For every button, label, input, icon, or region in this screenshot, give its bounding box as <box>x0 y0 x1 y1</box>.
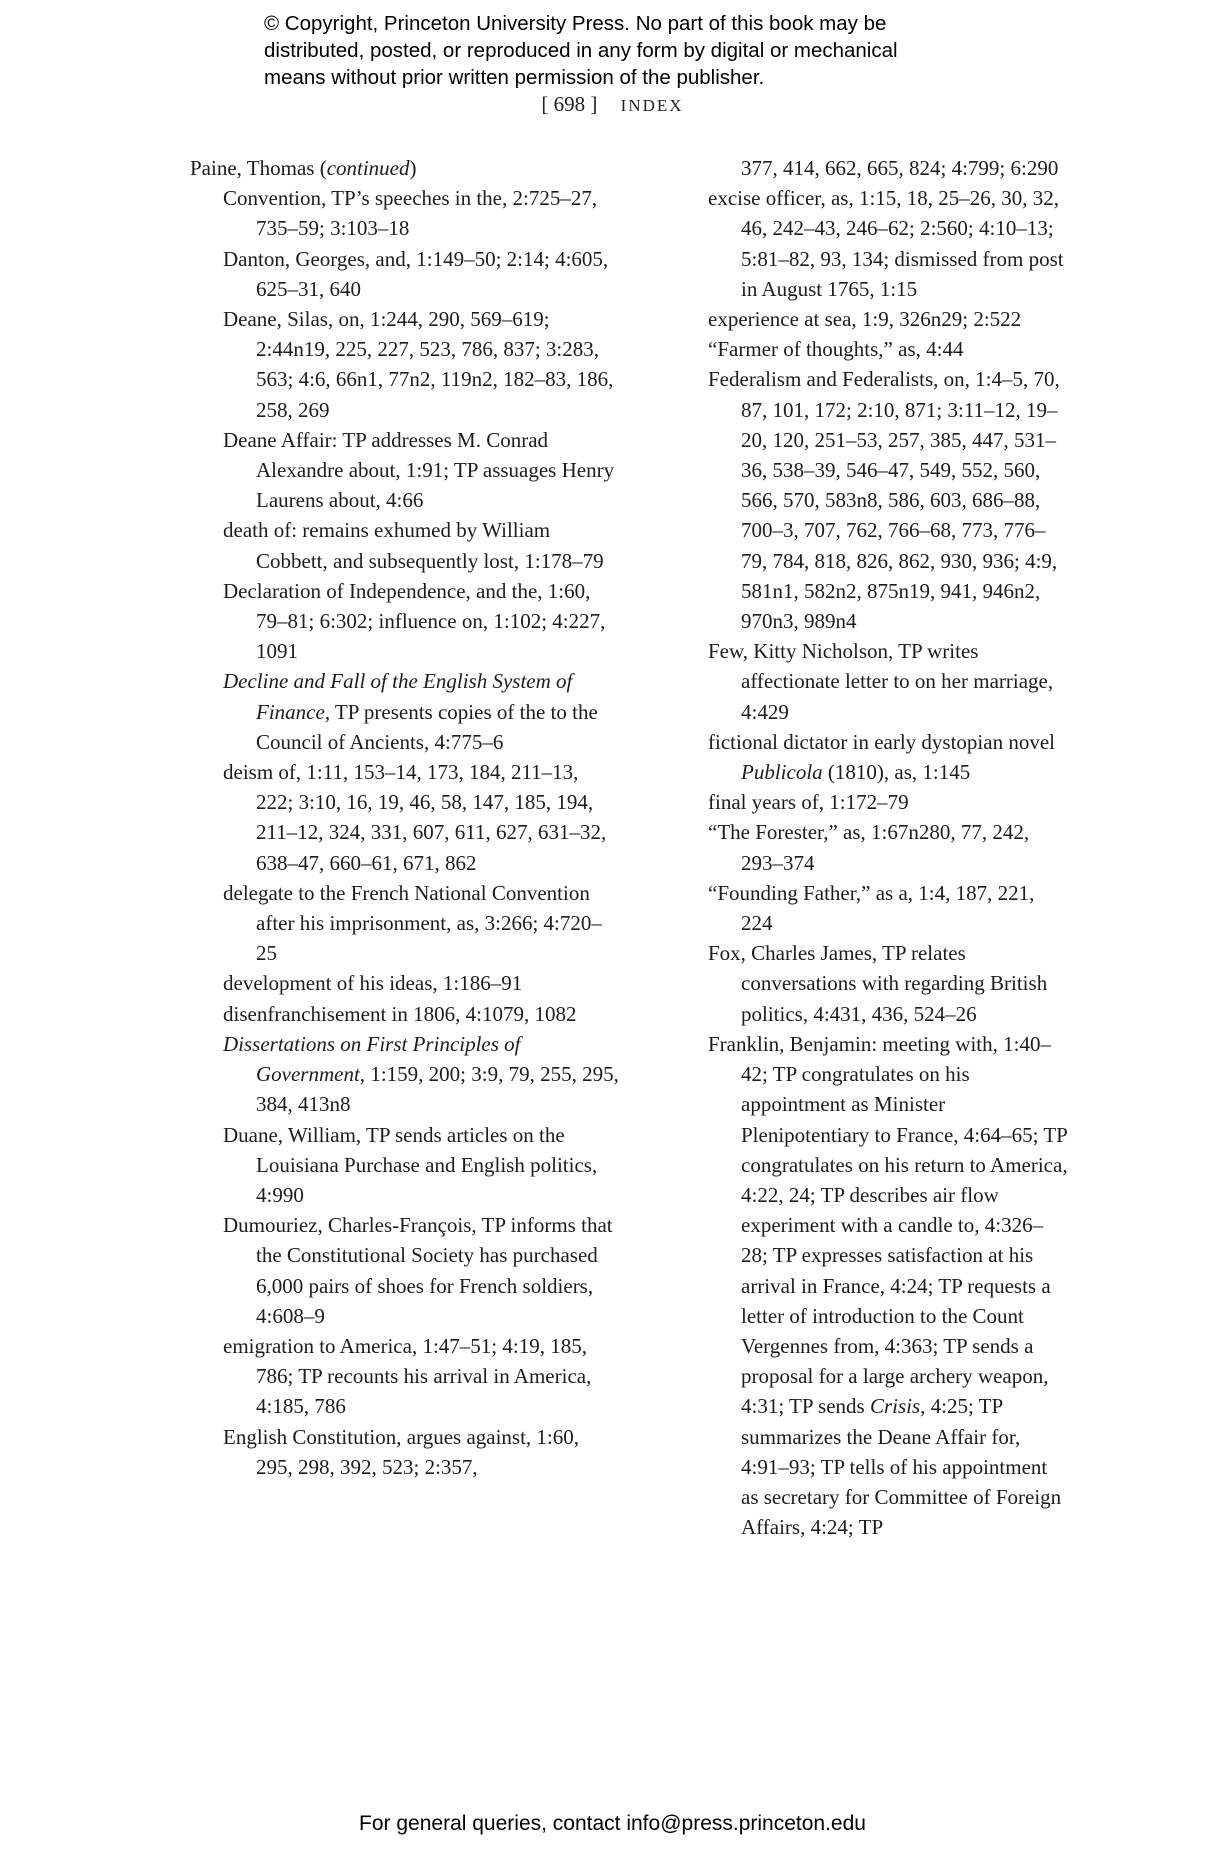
index-entry: Fox, Charles James, TP relates conversations with regarding British politics, 4:431, 436, 524–26 <box>708 941 1048 1026</box>
index-main-heading: Paine, Thomas (continued) <box>190 156 417 180</box>
index-entry: Danton, Georges, and, 1:149–50; 2:14; 4:605, 625–31, 640 <box>223 246 609 301</box>
index-entry: delegate to the French National Convention after his imprisonment, as, 3:266; 4:720–25 <box>223 880 602 966</box>
index-entry: Franklin, Benjamin: meeting with, 1:40–42; TP congratulates on his appointment as Minister Plenipotentiary to France, 4:64–65; TP congratulates on his return to America, 4:22, 24; TP describes air flow experiment with a candle to, 4:326–28; TP expresses satisfaction at his arrival in France, 4:24; TP requests a letter of introduction to the Count Vergennes from, 4:363; TP sends a proposal for a large archery weapon, 4:31; TP sends Crisis, 4:25; TP summarizes the Deane Affair for, 4:91–93; TP tells of his appointment as secretary for Committee of Foreign Affairs, 4:24; TP <box>708 1031 1068 1540</box>
running-head <box>0 92 1225 117</box>
index-entry: emigration to America, 1:47–51; 4:19, 185, 786; TP recounts his arrival in America, 4:185, 786 <box>223 1333 592 1419</box>
copyright-notice <box>264 10 1024 91</box>
copyright-line: © Copyright, Princeton University Press. No part of this book may be <box>264 12 887 35</box>
page-number: [ 698 ] <box>541 92 598 116</box>
index-entry: Few, Kitty Nicholson, TP writes affectionate letter to on her marriage, 4:429 <box>708 639 1054 724</box>
index-column-left <box>190 153 620 1482</box>
index-entry: experience at sea, 1:9, 326n29; 2:522 <box>708 307 1022 332</box>
index-entry: development of his ideas, 1:186–91 <box>223 971 523 996</box>
index-entry: Duane, William, TP sends articles on the Louisiana Purchase and English politics, 4:990 <box>223 1122 598 1207</box>
index-entry-continuation: 377, 414, 662, 665, 824; 4:799; 6:290 <box>741 156 1059 180</box>
index-entry: disenfranchisement in 1806, 4:1079, 1082 <box>223 1001 577 1026</box>
index-entry: deism of, 1:11, 153–14, 173, 184, 211–13, 222; 3:10, 16, 19, 46, 58, 147, 185, 194, 211–12, 324, 331, 607, 611, 627, 631–32, 638–47, 660–61, 671, 862 <box>223 760 607 875</box>
copyright-line: means without prior written permission of the publisher. <box>264 66 765 89</box>
index-entry: Decline and Fall of the English System of Finance, TP presents copies of the to the Council of Ancients, 4:775–6 <box>223 669 598 754</box>
index-entry: death of: remains exhumed by William Cobbett, and subsequently lost, 1:178–79 <box>223 518 604 573</box>
index-entry: Deane, Silas, on, 1:244, 290, 569–619; 2:44n19, 225, 227, 523, 786, 837; 3:283, 563; 4:6, 66n1, 77n2, 119n2, 182–83, 186, 258, 269 <box>223 307 614 422</box>
index-entry: English Constitution, argues against, 1:60, 295, 298, 392, 523; 2:357, <box>223 1424 580 1479</box>
index-entry: “Farmer of thoughts,” as, 4:44 <box>708 337 964 362</box>
index-entry: Dissertations on First Principles of Government, 1:159, 200; 3:9, 79, 255, 295, 384, 413n8 <box>223 1031 619 1117</box>
index-entry: fictional dictator in early dystopian novel Publicola (1810), as, 1:145 <box>708 729 1055 785</box>
footer-contact <box>0 1812 1225 1836</box>
index-entry: Federalism and Federalists, on, 1:4–5, 70, 87, 101, 172; 2:10, 871; 3:11–12, 19–20, 120, 251–53, 257, 385, 447, 531–36, 538–39, 546–47, 549, 552, 560, 566, 570, 583n8, 586, 603, 686–88, 700–3, 707, 762, 766–68, 773, 776–79, 784, 818, 826, 862, 930, 936; 4:9, 581n1, 582n2, 875n19, 941, 946n2, 970n3, 989n4 <box>708 367 1060 634</box>
index-entry: “The Forester,” as, 1:67n280, 77, 242, 293–374 <box>708 820 1030 875</box>
copyright-line: distributed, posted, or reproduced in any form by digital or mechanical <box>264 39 898 62</box>
index-entry: Dumouriez, Charles-François, TP informs that the Constitutional Society has purchased 6,000 pairs of shoes for French soldiers, 4:608–9 <box>223 1213 613 1328</box>
index-entry: Convention, TP’s speeches in the, 2:725–27, 735–59; 3:103–18 <box>223 186 598 241</box>
index-entry: “Founding Father,” as a, 1:4, 187, 221, 224 <box>708 880 1035 936</box>
index-entry: Declaration of Independence, and the, 1:60, 79–81; 6:302; influence on, 1:102; 4:227, 1091 <box>223 578 606 664</box>
section-title: INDEX <box>620 96 684 115</box>
index-entry: excise officer, as, 1:15, 18, 25–26, 30, 32, 46, 242–43, 246–62; 2:560; 4:10–13; 5:81–82, 93, 134; dismissed from post in August 1765, 1:15 <box>708 186 1064 301</box>
footer-text: For general queries, contact info@press.princeton.edu <box>359 1812 866 1835</box>
index-column-right <box>708 153 1068 1542</box>
index-entry: final years of, 1:172–79 <box>708 790 909 815</box>
index-entry: Deane Affair: TP addresses M. Conrad Alexandre about, 1:91; TP assuages Henry Laurens about, 4:66 <box>223 427 615 513</box>
